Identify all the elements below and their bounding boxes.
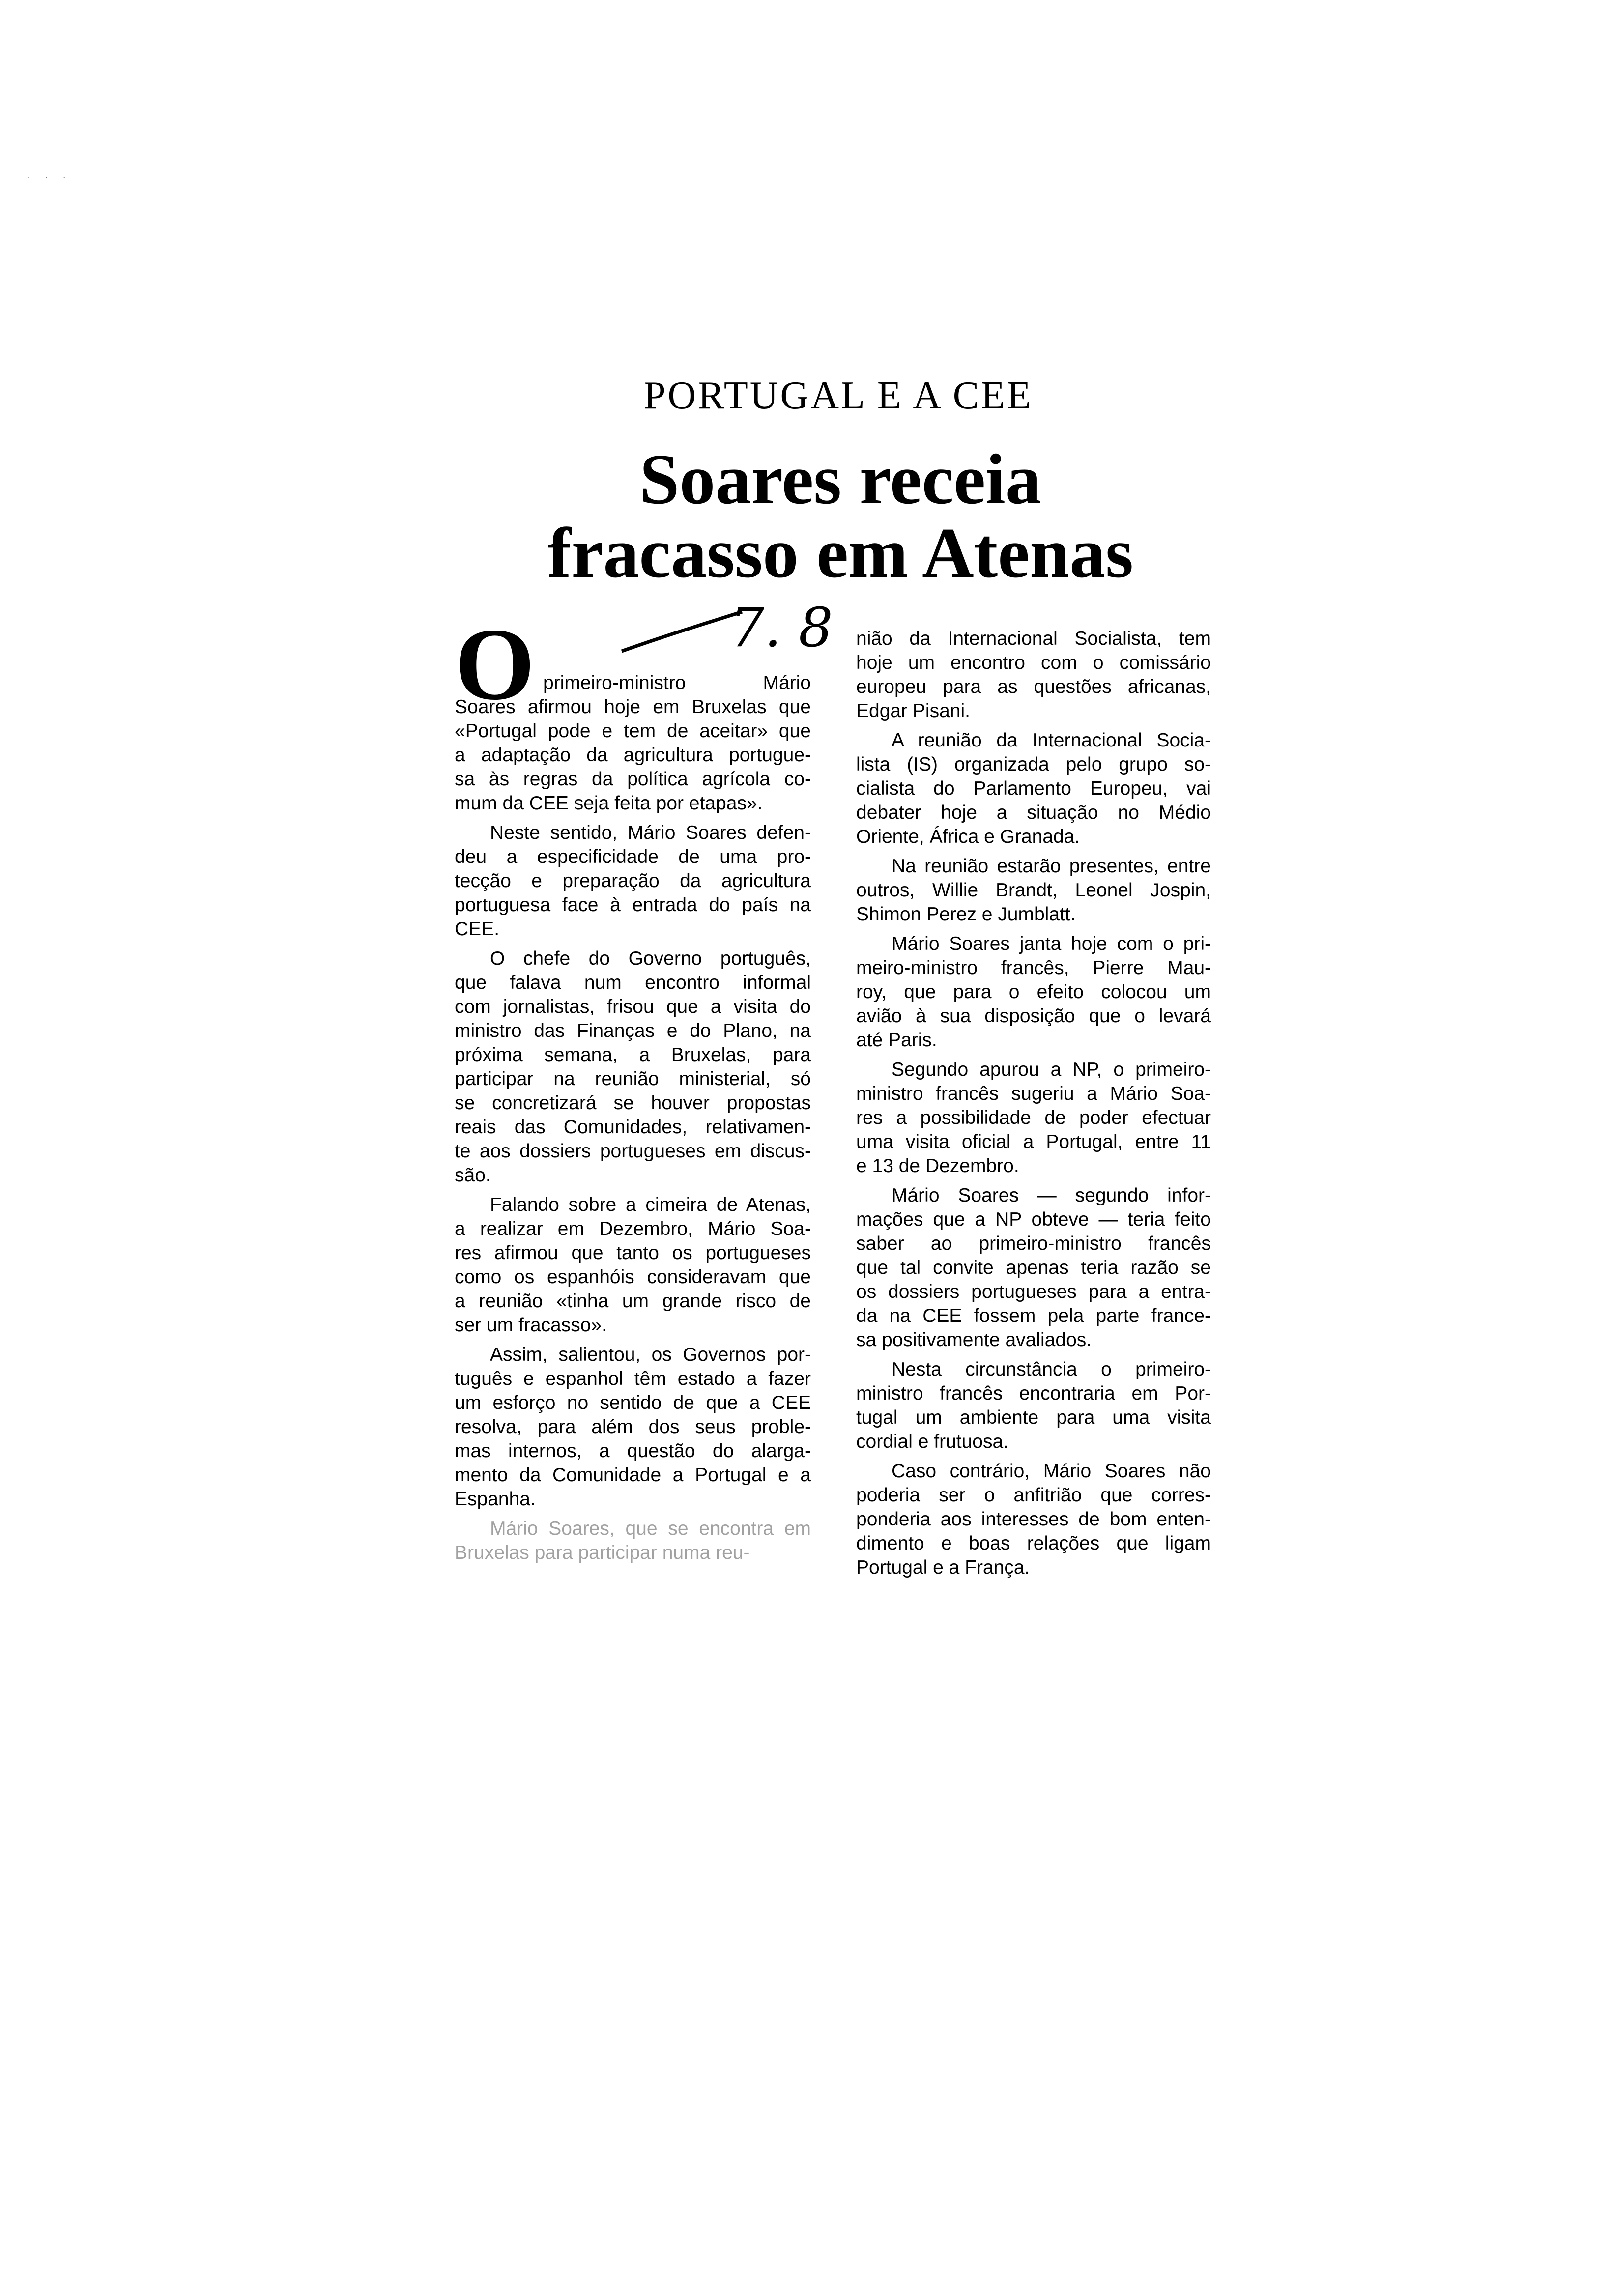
article-line: com jornalistas, frisou que a visita do: [455, 996, 811, 1017]
article-line: Soares afirmou hoje em Bruxelas que: [455, 696, 811, 718]
article-line: próxima semana, a Bruxelas, para: [455, 1044, 811, 1065]
article-line: mas internos, a questão do alarga-: [455, 1440, 811, 1462]
article-line: A reunião da Internacional Socia-: [892, 730, 1211, 751]
article-line: Falando sobre a cimeira de Atenas,: [490, 1194, 811, 1215]
headline: [541, 439, 1140, 593]
article-line: nião da Internacional Socialista, tem: [856, 628, 1211, 649]
article-line: Na reunião estarão presentes, entre: [892, 856, 1211, 877]
article-line: participar na reunião ministerial, só: [455, 1068, 811, 1090]
article-line: CEE.: [455, 918, 500, 940]
handwritten-number: 7. 8: [730, 596, 833, 659]
article-paragraph: [455, 1343, 811, 1511]
article-line: da na CEE fossem pela parte france-: [856, 1305, 1211, 1326]
headline-line: fracasso em Atenas: [547, 513, 1134, 593]
section-kicker: PORTUGAL E A CEE: [644, 374, 1033, 417]
article-line: a adaptação da agricultura portugue-: [455, 745, 811, 766]
article-line: tugal um ambiente para uma visita: [856, 1407, 1211, 1428]
article-line: que falava num encontro informal: [455, 972, 811, 993]
article-line: europeu para as questões africanas,: [856, 676, 1211, 697]
article-line: ser um fracasso».: [455, 1315, 607, 1336]
article-line: saber ao primeiro-ministro francês: [856, 1233, 1211, 1254]
article-line: sa às regras da política agrícola co-: [455, 769, 811, 790]
article-line: e 13 de Dezembro.: [856, 1155, 1019, 1177]
article-line: que tal convite apenas teria razão se: [856, 1257, 1211, 1278]
article-line: res a possibilidade de poder efectuar: [856, 1107, 1211, 1128]
article-paragraph: [856, 728, 1211, 849]
article-line: ministro francês sugeriu a Mário Soa-: [856, 1083, 1211, 1104]
article-first-line: primeiro-ministro Mário: [543, 672, 811, 693]
article-line: debater hoje a situação no Médio: [856, 802, 1211, 823]
article-line: te aos dossiers portugueses em discus-: [455, 1141, 811, 1162]
article-line: sa positivamente avaliados.: [856, 1329, 1092, 1350]
article-line: resolva, para além dos seus proble-: [455, 1416, 811, 1437]
article-line: a realizar em Dezembro, Mário Soa-: [455, 1218, 811, 1239]
article-paragraph: [856, 1357, 1211, 1454]
article-line: avião à sua disposição que o levará: [856, 1005, 1211, 1027]
article-line: a reunião «tinha um grande risco de: [455, 1291, 811, 1312]
article-line: Portugal e a França.: [856, 1557, 1030, 1578]
article-line: são.: [455, 1165, 491, 1186]
article-paragraph: [856, 1183, 1211, 1352]
article-line: Espanha.: [455, 1489, 536, 1510]
article-column-right: [856, 627, 1211, 1585]
article-line: «Portugal pode e tem de aceitar» que: [455, 720, 811, 742]
handwritten-annotation: [619, 590, 833, 659]
article-line: Assim, salientou, os Governos por-: [490, 1344, 811, 1365]
article-line: mento da Comunidade a Portugal e a: [455, 1464, 811, 1486]
article-paragraph: [856, 627, 1211, 723]
article-line: ministro das Finanças e do Plano, na: [455, 1020, 811, 1041]
handwritten-stroke: [622, 612, 742, 651]
article-line: mações que a NP obteve — teria feito: [856, 1209, 1211, 1230]
article-line: Shimon Perez e Jumblatt.: [856, 904, 1076, 925]
article-line: como os espanhóis consideravam que: [455, 1266, 811, 1288]
article-line: uma visita oficial a Portugal, entre 11: [856, 1131, 1211, 1152]
article-paragraph: [455, 821, 811, 941]
article-paragraph: [455, 695, 811, 815]
article-column-left: [455, 695, 811, 1570]
article-paragraph: [455, 947, 811, 1187]
article-line: Neste sentido, Mário Soares defen-: [490, 822, 811, 843]
article-line: reais das Comunidades, relativamen-: [455, 1117, 811, 1138]
headline-line: Soares receia: [639, 439, 1041, 519]
article-line: O chefe do Governo português,: [490, 948, 811, 969]
article-line: dimento e boas relações que ligam: [856, 1533, 1211, 1554]
article-paragraph: [856, 1459, 1211, 1579]
article-paragraph: [856, 1058, 1211, 1178]
article-paragraph: [455, 1517, 811, 1565]
article-line: ministro francês encontraria em Por-: [856, 1383, 1211, 1404]
article-line: cialista do Parlamento Europeu, vai: [856, 778, 1211, 799]
article-line: Bruxelas para participar numa reu-: [455, 1542, 750, 1563]
article-line: Mário Soares janta hoje com o pri-: [892, 933, 1211, 954]
scan-mark: · · ·: [27, 172, 72, 183]
article-paragraph: [856, 932, 1211, 1052]
article-line: Segundo apurou a NP, o primeiro-: [892, 1059, 1211, 1080]
drop-cap: O: [455, 607, 535, 721]
article-line: Edgar Pisani.: [856, 700, 970, 721]
article-line: ponderia aos interesses de bom enten-: [856, 1509, 1211, 1530]
article-line: portuguesa face à entrada do país na: [455, 894, 811, 916]
article-line: Mário Soares, que se encontra em: [490, 1518, 811, 1539]
article-line: hoje um encontro com o comissário: [856, 652, 1211, 673]
article-line: até Paris.: [856, 1030, 937, 1051]
article-paragraph: [455, 1193, 811, 1337]
article-line: poderia ser o anfitrião que corres-: [856, 1485, 1211, 1506]
article-line: Caso contrário, Mário Soares não: [892, 1461, 1211, 1482]
article-line: tuguês e espanhol têm estado a fazer: [455, 1368, 811, 1389]
article-line: lista (IS) organizada pelo grupo so-: [856, 754, 1211, 775]
article-line: deu a especificidade de uma pro-: [455, 846, 811, 867]
article-line: meiro-ministro francês, Pierre Mau-: [856, 957, 1211, 978]
article-line: um esforço no sentido de que a CEE: [455, 1392, 811, 1413]
article-line: Nesta circunstância o primeiro-: [892, 1359, 1211, 1380]
article-line: Oriente, África e Granada.: [856, 826, 1080, 847]
article-line: cordial e frutuosa.: [856, 1431, 1009, 1452]
article-line: mum da CEE seja feita por etapas».: [455, 793, 763, 814]
article-line: Mário Soares — segundo infor-: [892, 1185, 1211, 1206]
article-line: se concretizará se houver propostas: [455, 1092, 811, 1114]
article-line: res afirmou que tanto os portugueses: [455, 1242, 811, 1263]
article-line: tecção e preparação da agricultura: [455, 870, 811, 891]
article-line: outros, Willie Brandt, Leonel Jospin,: [856, 880, 1211, 901]
article-line: os dossiers portugueses para a entra-: [856, 1281, 1211, 1302]
article-line: roy, que para o efeito colocou um: [856, 981, 1211, 1003]
article-paragraph: [856, 854, 1211, 926]
